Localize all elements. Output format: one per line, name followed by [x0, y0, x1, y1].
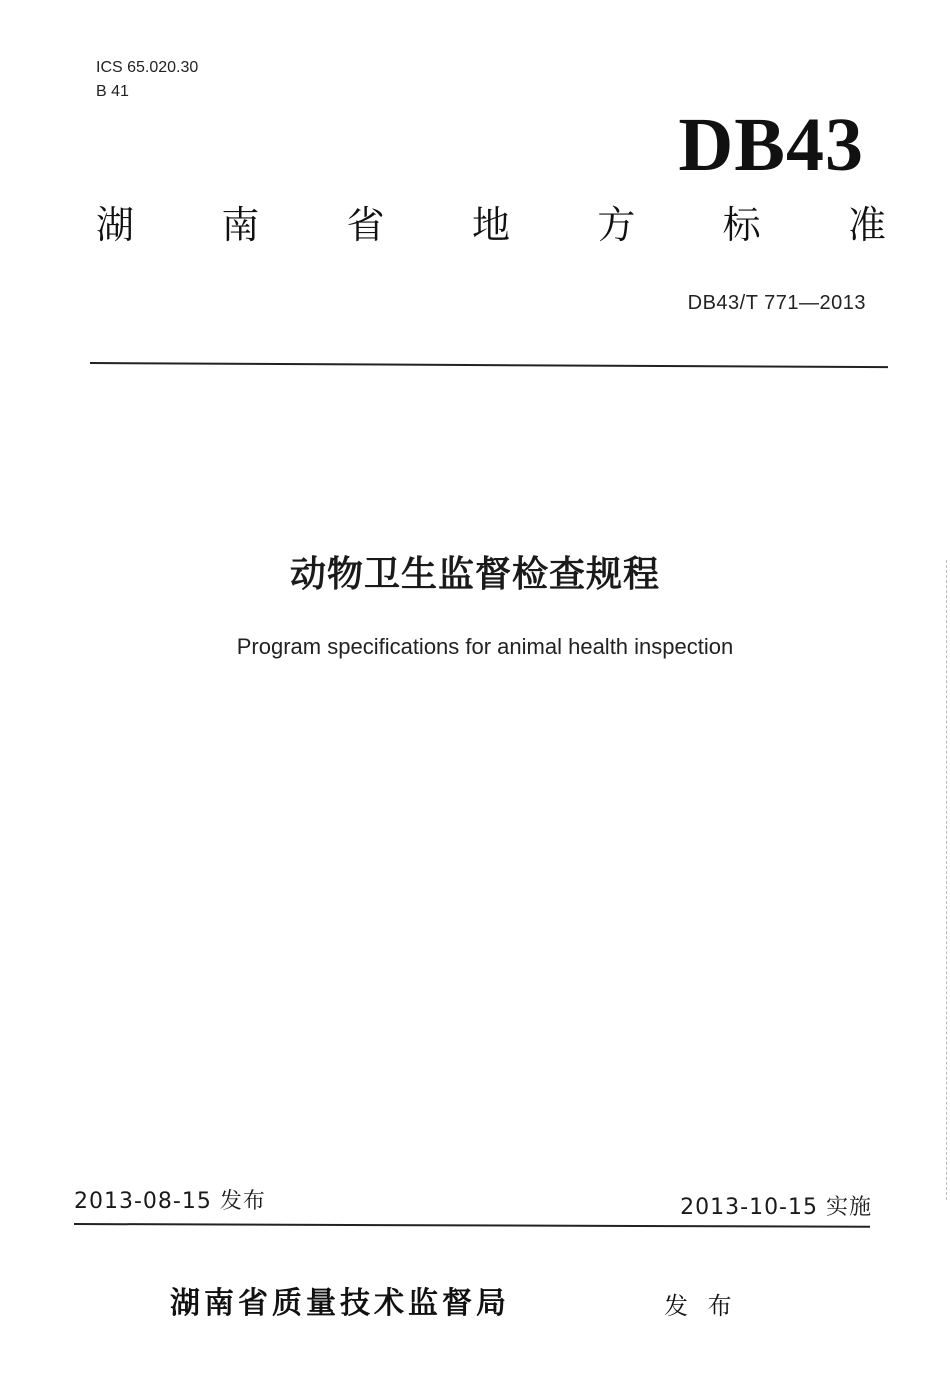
ics-code: ICS 65.020.30 — [96, 59, 199, 76]
standard-type-title — [96, 200, 886, 250]
issuing-authority: 湖南省质量技术监督局 — [170, 1286, 510, 1321]
classification-block — [96, 56, 198, 104]
scan-edge-mark — [945, 560, 947, 1200]
class-code: B 41 — [96, 83, 129, 100]
standard-number: DB43/T 771—2013 — [687, 292, 866, 314]
standard-type-char: 方 — [597, 203, 636, 247]
standard-type-char: 湖 — [96, 203, 135, 247]
footer-divider — [74, 1223, 870, 1228]
issue-label: 发 布 — [664, 1292, 738, 1320]
standard-type-char: 省 — [346, 203, 385, 247]
standard-type-char: 地 — [471, 203, 510, 247]
standard-type-char: 南 — [221, 203, 260, 247]
issue-date: 2013-08-15 发布 — [74, 1189, 266, 1214]
standard-type-char: 准 — [847, 203, 886, 247]
db43-logo: DB43 — [678, 103, 864, 187]
document-title-en: Program specifications for animal health inspection — [236, 634, 734, 659]
document-title-cn: 动物卫生监督检查规程 — [289, 554, 660, 595]
implementation-date: 2013-10-15 实施 — [680, 1195, 872, 1220]
standard-type-char: 标 — [722, 203, 761, 247]
header-divider — [90, 362, 888, 368]
